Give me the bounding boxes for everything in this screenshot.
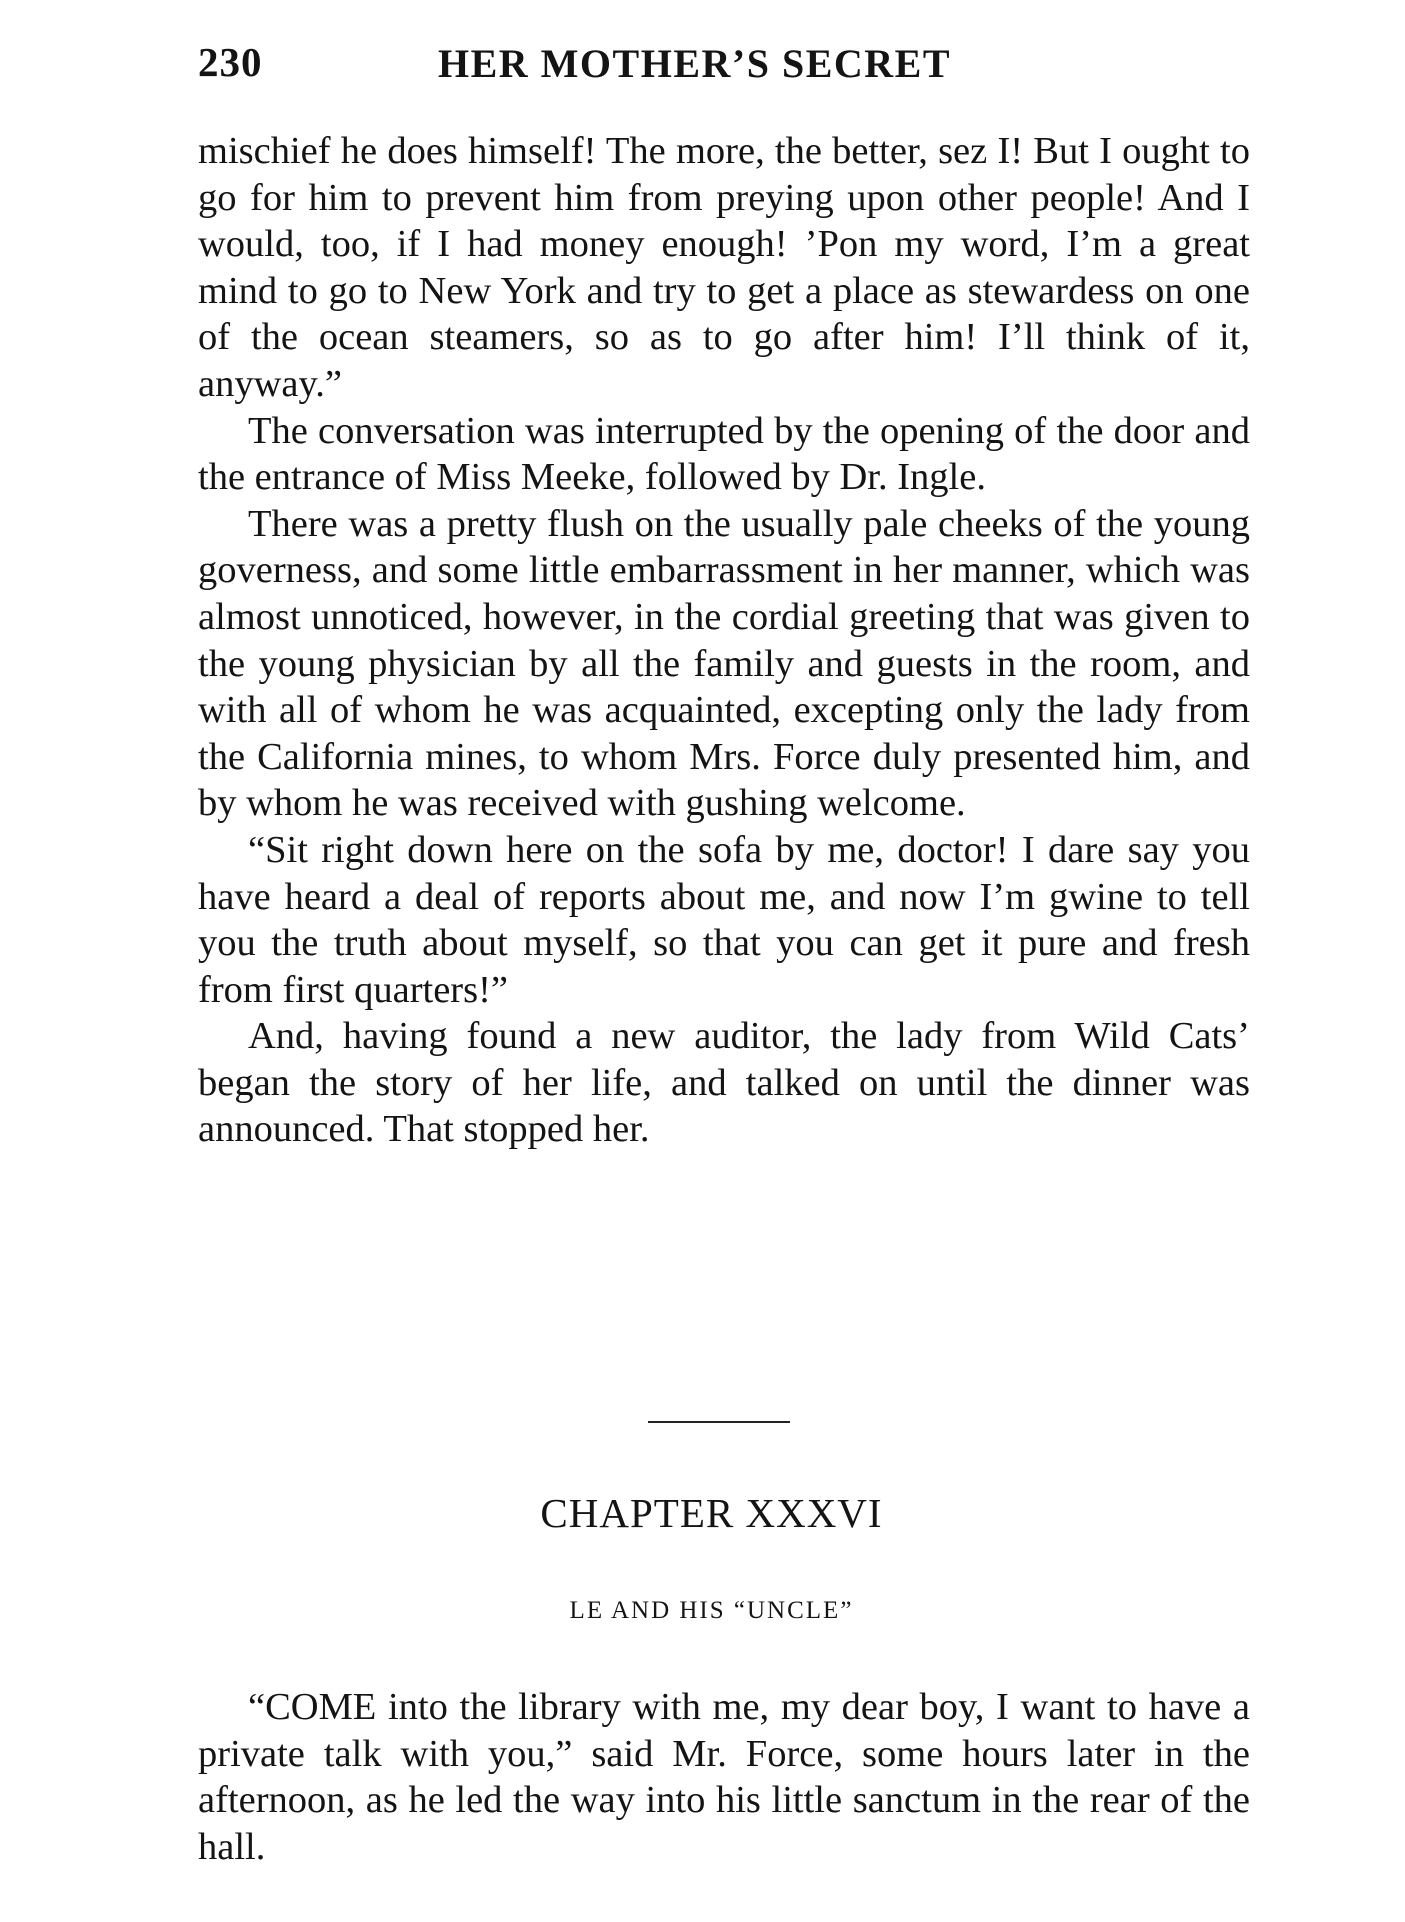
page-number: 230	[198, 39, 263, 85]
paragraph: “COME into the library with me, my dear boy, I want to have a private talk with you,” said Mr. Force, some hours later in the afternoon, as he led the way into his little sanctum in the rear of the hall.	[198, 1686, 1250, 1868]
paragraph: And, having found a new auditor, the lady from Wild Cats’ began the story of her life, and talked on until the dinner was announced. That stopped her.	[198, 1015, 1250, 1151]
paragraph: mischief he does himself! The more, the better, sez I! But I ought to go for him to prevent him from preying upon other people! And I would, too, if I had money enough! ’Pon my word, I’m a great mind to go to New York and try to get a place as stewardess on one of the ocean steamers, so as to go after him! I’ll think of it, anyway.”	[198, 130, 1250, 405]
body-text-top	[198, 128, 1250, 1153]
paragraph: The conversation was interrupted by the opening of the door and the entrance of Miss Meeke, followed by Dr. Ingle.	[198, 409, 1250, 499]
chapter-subtitle: LE AND HIS “UNCLE”	[569, 1597, 854, 1624]
paragraph: “Sit right down here on the sofa by me, doctor! I dare say you have heard a deal of reports about me, and now I’m gwine to tell you the truth about myself, so that you can get it pure and fresh from first quarters!”	[198, 828, 1250, 1011]
section-divider	[648, 1421, 790, 1423]
paragraph: There was a pretty flush on the usually pale cheeks of the young governess, and some little embarrassment in her manner, which was almost unnoticed, however, in the cordial greeting that was given to the young physician by all the family and guests in the room, and with all of whom he was acquainted, excepting only the lady from the California mines, to whom Mrs. Force duly presented him, and by whom he was received with gushing welcome.	[198, 502, 1250, 825]
body-text-bottom	[198, 1684, 1250, 1870]
chapter-heading: CHAPTER XXXVI	[540, 1490, 883, 1536]
running-title: HER MOTHER’S SECRET	[438, 41, 952, 86]
running-head	[198, 38, 1248, 94]
